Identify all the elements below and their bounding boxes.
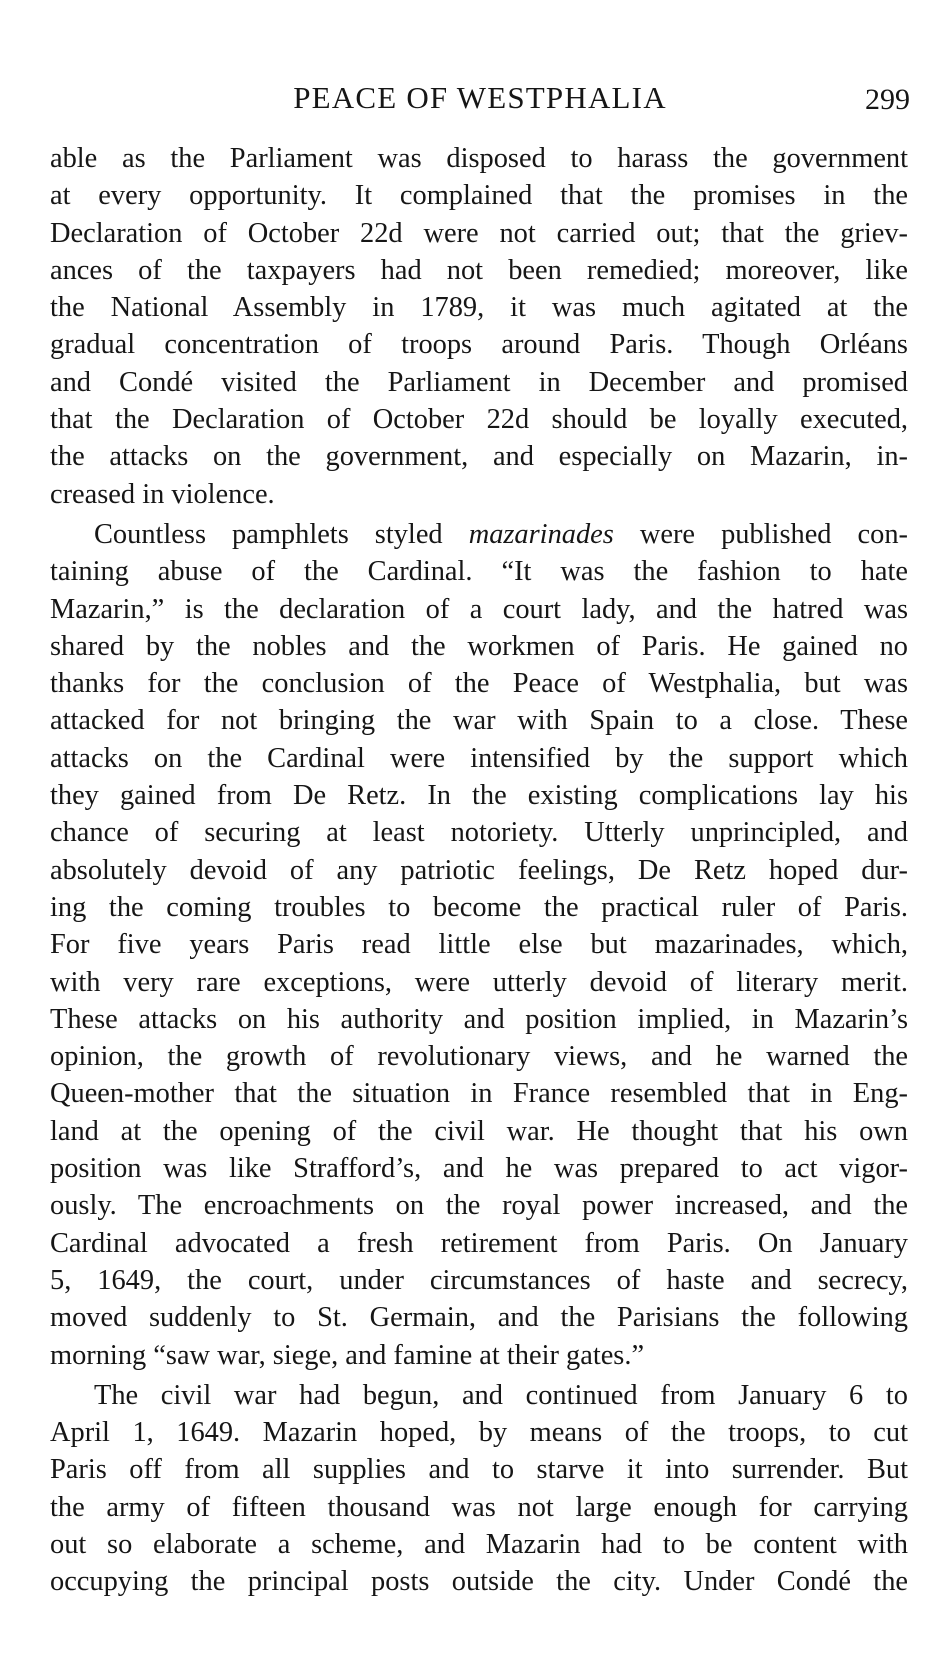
- text-line: able as the Parliament was disposed to harass the government: [50, 143, 908, 174]
- running-head: [50, 74, 910, 124]
- text-line: ing the coming troubles to become the practical ruler of Paris.: [50, 891, 908, 923]
- text-line: the army of fifteen thousand was not large enough for carrying: [50, 1491, 908, 1523]
- text-line: taining abuse of the Cardinal. “It was the fashion to hate: [50, 556, 908, 588]
- text-line: the attacks on the government, and especially on Mazarin, in-: [50, 441, 908, 473]
- text-run: Countless pamphlets styled: [94, 518, 469, 550]
- text-line: Cardinal advocated a fresh retirement from Paris. On January: [50, 1227, 908, 1259]
- text-line: ously. The encroachments on the royal power increased, and the: [50, 1190, 908, 1222]
- text-line: morning “saw war, siege, and famine at their gates.”: [50, 1339, 645, 1371]
- paragraph: [50, 1377, 908, 1601]
- text-line: Queen-mother that the situation in France resembled that in Eng-: [50, 1078, 908, 1110]
- text-line: chance of securing at least notoriety. Utterly unprincipled, and: [50, 817, 908, 849]
- text-line: that the Declaration of October 22d should be loyally executed,: [50, 404, 908, 436]
- body-text: [50, 140, 908, 1601]
- text-line: at every opportunity. It complained that the promises in the: [50, 180, 908, 212]
- text-line: creased in violence.: [50, 478, 275, 510]
- text-line: April 1, 1649. Mazarin hoped, by means of the troops, to cut: [50, 1417, 908, 1449]
- text-line: ances of the taxpayers had not been remedied; moreover, like: [50, 254, 908, 286]
- text-line: Mazarin,” is the declaration of a court lady, and the hatred was: [50, 593, 908, 625]
- running-head-title: PEACE OF WESTPHALIA: [293, 80, 667, 115]
- text-line: For five years Paris read little else but mazarinades, which,: [50, 929, 908, 961]
- text-line: gradual concentration of troops around Paris. Though Orléans: [50, 329, 908, 361]
- text-line: These attacks on his authority and position implied, in Mazarin’s: [50, 1003, 908, 1035]
- text-line: occupying the principal posts outside the city. Under Condé the: [50, 1566, 908, 1598]
- text-line: 5, 1649, the court, under circumstances of haste and secrecy,: [50, 1264, 908, 1296]
- text-line: and Condé visited the Parliament in December and promised: [50, 366, 908, 398]
- text-line: attacks on the Cardinal were intensified by the support which: [50, 742, 908, 774]
- italic-term: mazarinades: [468, 518, 614, 550]
- paragraph: [50, 516, 908, 1374]
- text-line: with very rare exceptions, were utterly devoid of literary merit.: [50, 966, 908, 998]
- text-line: [50, 516, 908, 553]
- text-line: attacked for not bringing the war with Spain to a close. These: [50, 705, 908, 737]
- text-line: the National Assembly in 1789, it was much agitated at the: [50, 292, 908, 324]
- text-line: opinion, the growth of revolutionary views, and he warned the: [50, 1041, 908, 1073]
- text-line: thanks for the conclusion of the Peace of Westphalia, but was: [50, 668, 908, 700]
- text-run: were published con-: [613, 518, 908, 550]
- text-line: The civil war had begun, and continued from January 6 to: [94, 1379, 908, 1411]
- text-line: shared by the nobles and the workmen of Paris. He gained no: [50, 630, 908, 662]
- text-line: land at the opening of the civil war. He thought that his own: [50, 1115, 908, 1147]
- text-line: absolutely devoid of any patriotic feelings, De Retz hoped dur-: [50, 854, 908, 886]
- text-line: moved suddenly to St. Germain, and the Parisians the following: [50, 1302, 908, 1334]
- text-line: they gained from De Retz. In the existing complications lay his: [50, 780, 908, 812]
- text-line: position was like Strafford’s, and he was prepared to act vigor-: [50, 1153, 908, 1185]
- text-line: Paris off from all supplies and to starve it into surrender. But: [50, 1454, 908, 1486]
- text-line: Declaration of October 22d were not carried out; that the griev-: [50, 217, 908, 249]
- paragraph: [50, 140, 908, 513]
- text-line: out so elaborate a scheme, and Mazarin had to be content with: [50, 1528, 908, 1560]
- page-number: 299: [865, 83, 910, 116]
